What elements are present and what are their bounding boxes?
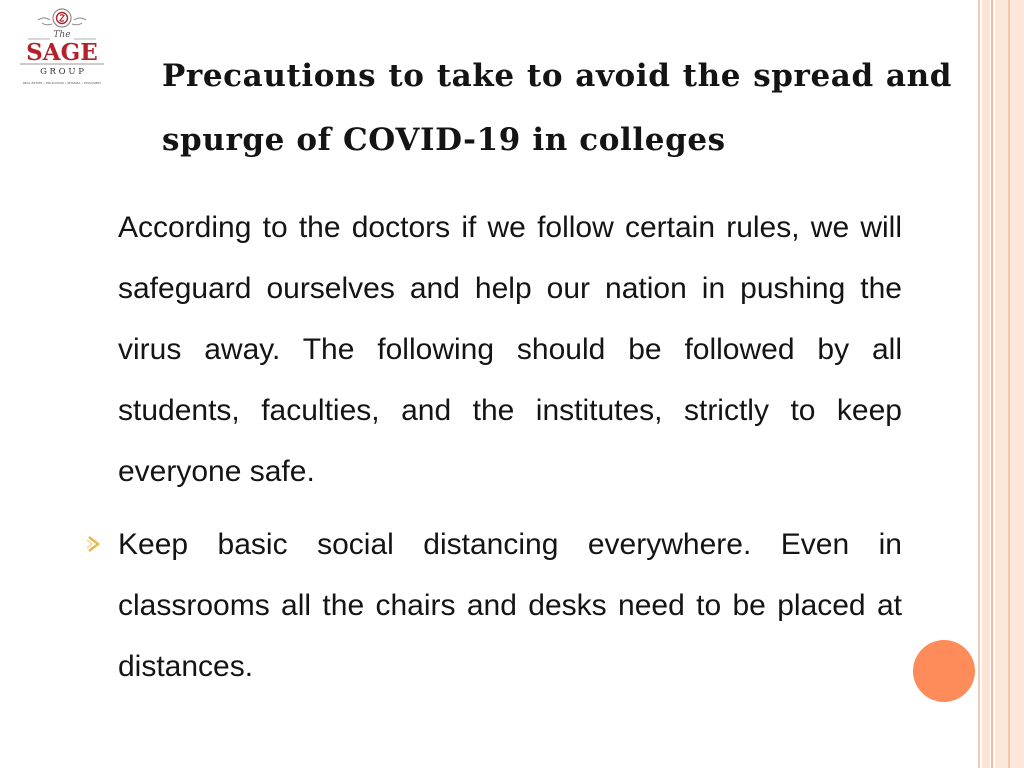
side-stripe [982,0,990,768]
side-stripe [991,0,993,768]
side-stripe [978,0,980,768]
logo-tagline: REAL ESTATE • EDUCATION • PHARMA • DISCOVERY [22,81,102,85]
logo-brand: SAGE [26,39,98,66]
sage-group-logo [14,6,110,88]
logo-sub: G R O U P [40,67,84,77]
side-stripe [1008,0,1010,768]
intro-paragraph: According to the doctors if we follow certain rules, we will safeguard ourselves and help our nation in pushing the virus away. The following should be followed by all students, faculties, and the institutes, strictly to keep everyone safe. [118,211,902,488]
logo-the: The [53,30,71,40]
bullet-item: Keep basic social distancing everywhere. Even in classrooms all the chairs and desks need to be placed at distances. [118,528,902,683]
slide-title: Precautions to take to avoid the spread and spurge of COVID-19 in colleges [162,58,952,158]
chevron-right-icon [86,534,102,554]
sage-emblem-icon [38,9,86,27]
orange-circle-icon [913,640,975,702]
